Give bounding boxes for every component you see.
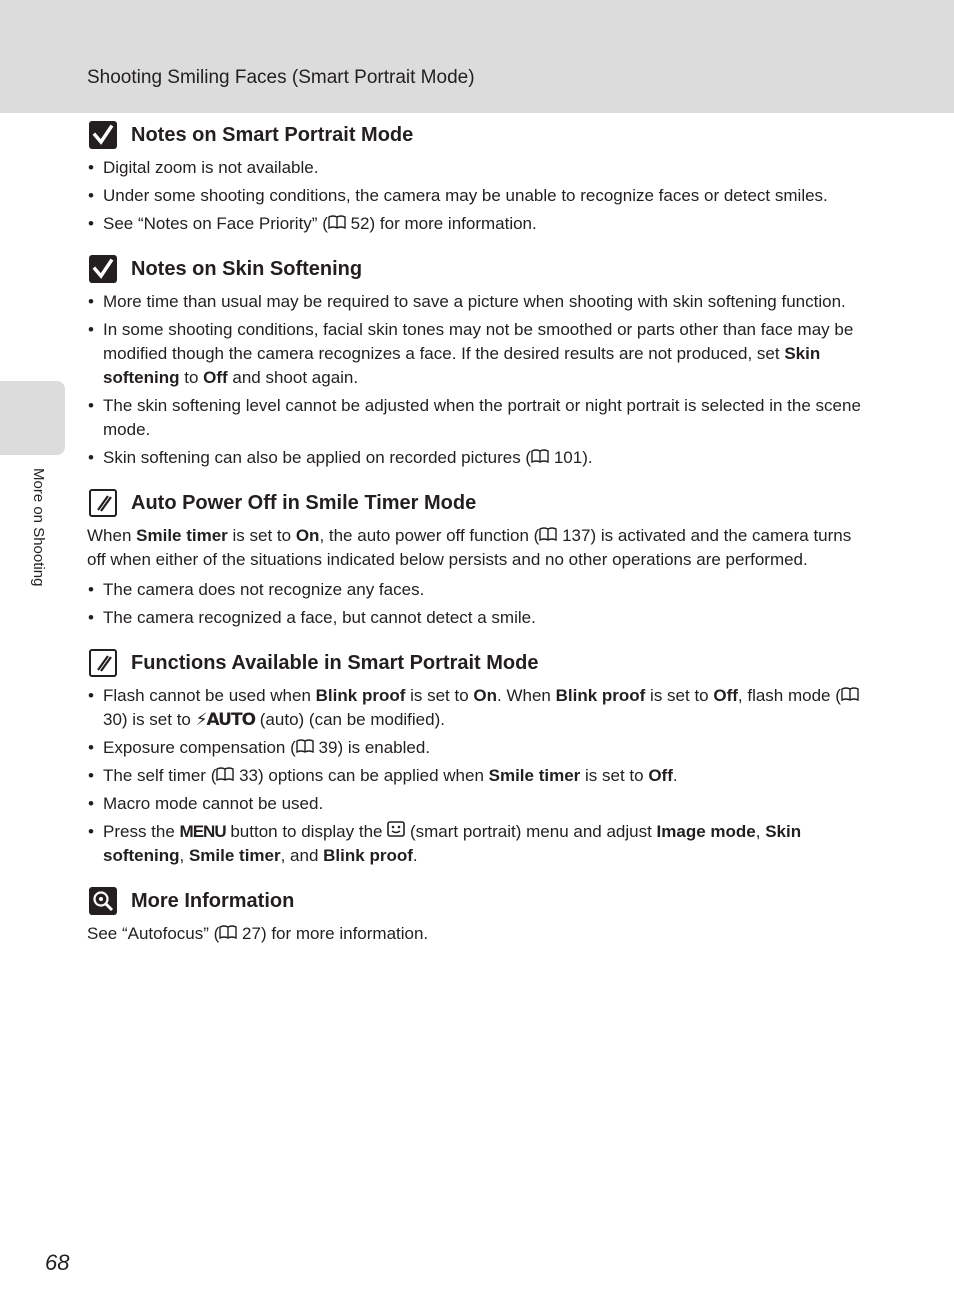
section-title: More Information [131,890,295,912]
page-ref-icon [328,212,346,236]
page-ref-icon [841,684,859,708]
list-item: • In some shooting conditions, facial skin tones may not be smoothed or parts other than face may be modified though the camera recognizes a face. If the desired results are not produced, set Skin softening to Off and shoot again. [87,318,867,390]
page-ref-icon [531,446,549,470]
section-notes-skin-softening [87,254,867,470]
list-item: • The skin softening level cannot be adjusted when the portrait or night portrait is selected in the scene mode. [87,394,867,442]
list-item: • See “Notes on Face Priority” ( 52) for more information. [87,212,867,236]
section-more-information [87,886,867,946]
paragraph: When Smile timer is set to On, the auto power off function ( 137) is activated and the camera turns off when either of the situations indicated below persists and no other operations are performed. [87,526,852,569]
page-ref-icon [216,764,234,788]
menu-button-icon: MENU [179,822,226,841]
page-ref-icon [219,922,237,946]
note-pencil-icon [89,649,117,677]
header-band [0,0,954,113]
page-number: 68 [45,1250,70,1275]
paragraph: See “Autofocus” ( 27) for more information. [87,922,867,946]
list-item: • The self timer ( 33) options can be applied when Smile timer is set to Off. [87,764,867,788]
list-item: • Flash cannot be used when Blink proof is set to On. When Blink proof is set to Off, flash mode ( 30) is set to ⚡AUTO (auto) (can be modified). [87,684,867,732]
side-tab-label: More on Shooting [30,468,47,587]
list-item: • Under some shooting conditions, the camera may be unable to recognize faces or detect smiles. [87,184,867,208]
caution-check-icon [89,121,117,149]
section-auto-power-off [87,488,867,630]
page-ref-icon [296,736,314,760]
smart-portrait-icon [387,820,405,844]
list-item: • Macro mode cannot be used. [87,792,867,816]
caution-check-icon [89,255,117,283]
list-item: • Press the MENU button to display the (smart portrait) menu and adjust Image mode, Skin softening, Smile timer, and Blink proof. [87,820,867,868]
flash-auto-icon: ⚡AUTO [195,710,256,730]
section-title: Functions Available in Smart Portrait Mode [131,652,539,674]
note-pencil-icon [89,489,117,517]
list-item: • Skin softening can also be applied on recorded pictures ( 101). [87,446,867,470]
page-header-title: Shooting Smiling Faces (Smart Portrait Mode) [87,67,475,88]
list-item: • Exposure compensation ( 39) is enabled. [87,736,867,760]
list-item: • More time than usual may be required to save a picture when shooting with skin softening function. [87,290,867,314]
list-item: • The camera does not recognize any faces. [87,578,867,602]
section-title: Notes on Skin Softening [131,258,363,280]
side-tab [0,381,65,455]
section-title: Notes on Smart Portrait Mode [131,124,414,146]
more-info-magnifier-icon [89,887,117,915]
list-item: • The camera recognized a face, but cannot detect a smile. [87,606,867,630]
list-item: • Digital zoom is not available. [87,156,867,180]
section-notes-smart-portrait [87,120,867,236]
section-functions-available [87,648,867,868]
content [87,120,867,946]
section-title: Auto Power Off in Smile Timer Mode [131,492,477,514]
page-ref-icon [539,524,557,548]
